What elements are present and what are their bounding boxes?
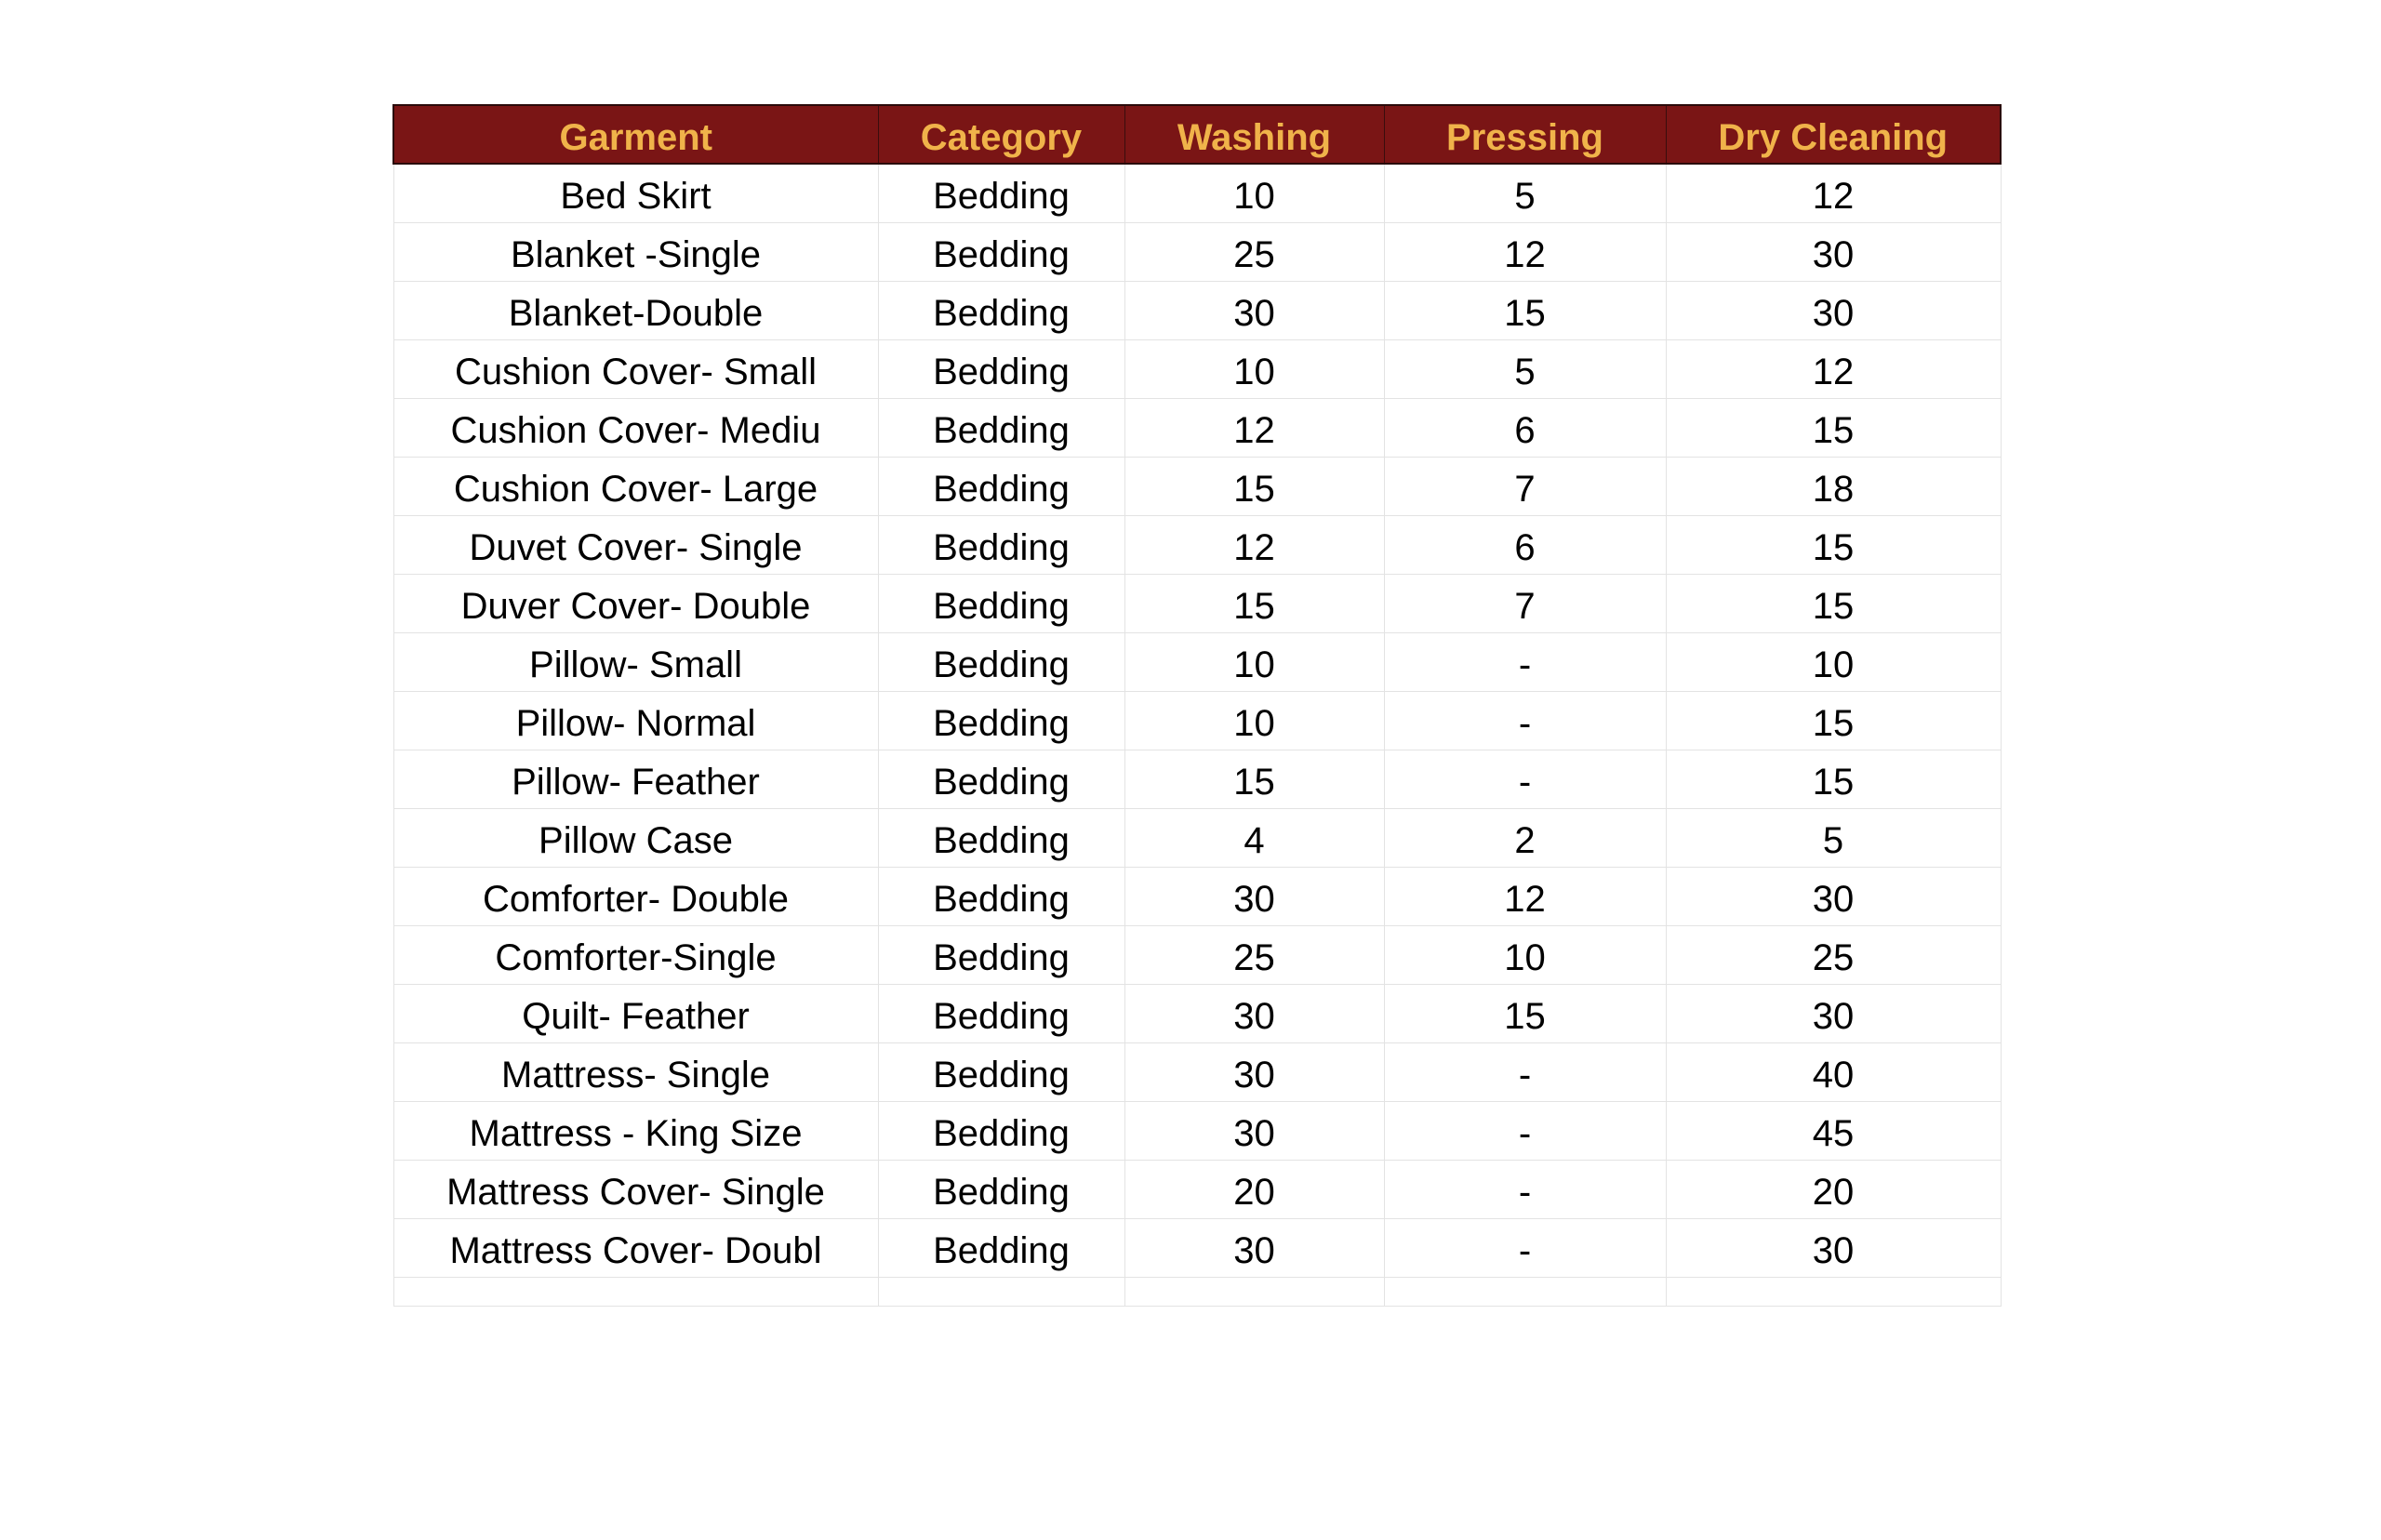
- cell-garment: Blanket-Double: [393, 281, 878, 339]
- cell-dry-cleaning: 30: [1666, 281, 2001, 339]
- table-row: [393, 1160, 2001, 1218]
- table-row: [393, 515, 2001, 574]
- table-row: [393, 691, 2001, 750]
- cell-dry-cleaning: 15: [1666, 750, 2001, 808]
- cell-pressing: -: [1384, 1042, 1666, 1101]
- table-row: [393, 1218, 2001, 1277]
- cell-dry-cleaning: 12: [1666, 164, 2001, 222]
- cell-category: Bedding: [878, 398, 1124, 457]
- cell-garment: Bed Skirt: [393, 164, 878, 222]
- cell-garment: Blanket -Single: [393, 222, 878, 281]
- empty-cell: [878, 1277, 1124, 1306]
- cell-garment: Duvet Cover- Single: [393, 515, 878, 574]
- cell-washing: 30: [1124, 1042, 1384, 1101]
- cell-dry-cleaning: 10: [1666, 632, 2001, 691]
- cell-garment: Mattress - King Size: [393, 1101, 878, 1160]
- cell-dry-cleaning: 15: [1666, 515, 2001, 574]
- cell-dry-cleaning: 20: [1666, 1160, 2001, 1218]
- table-row: [393, 750, 2001, 808]
- table-row: [393, 222, 2001, 281]
- cell-dry-cleaning: 30: [1666, 984, 2001, 1042]
- cell-category: Bedding: [878, 808, 1124, 867]
- cell-pressing: -: [1384, 1101, 1666, 1160]
- cell-washing: 30: [1124, 867, 1384, 925]
- table-row: [393, 808, 2001, 867]
- cell-washing: 10: [1124, 632, 1384, 691]
- cell-category: Bedding: [878, 281, 1124, 339]
- cell-garment: Cushion Cover- Large: [393, 457, 878, 515]
- cell-washing: 15: [1124, 750, 1384, 808]
- cell-dry-cleaning: 15: [1666, 398, 2001, 457]
- cell-garment: Duver Cover- Double: [393, 574, 878, 632]
- cell-pressing: 12: [1384, 867, 1666, 925]
- table-row: [393, 984, 2001, 1042]
- cell-pressing: 12: [1384, 222, 1666, 281]
- table-row: [393, 1101, 2001, 1160]
- cell-washing: 15: [1124, 457, 1384, 515]
- cell-pressing: 10: [1384, 925, 1666, 984]
- cell-garment: Cushion Cover- Mediu: [393, 398, 878, 457]
- table-row: [393, 398, 2001, 457]
- cell-garment: Mattress- Single: [393, 1042, 878, 1101]
- cell-washing: 25: [1124, 222, 1384, 281]
- cell-pressing: 2: [1384, 808, 1666, 867]
- cell-washing: 12: [1124, 398, 1384, 457]
- cell-garment: Comforter-Single: [393, 925, 878, 984]
- cell-pressing: 15: [1384, 984, 1666, 1042]
- cell-category: Bedding: [878, 1160, 1124, 1218]
- cell-category: Bedding: [878, 164, 1124, 222]
- header-pressing: Pressing: [1384, 105, 1666, 164]
- cell-category: Bedding: [878, 339, 1124, 398]
- empty-cell: [1124, 1277, 1384, 1306]
- cell-pressing: 7: [1384, 457, 1666, 515]
- header-dry-cleaning: Dry Cleaning: [1666, 105, 2001, 164]
- cell-garment: Pillow Case: [393, 808, 878, 867]
- cell-category: Bedding: [878, 457, 1124, 515]
- price-table: [392, 104, 2002, 1307]
- cell-garment: Pillow- Normal: [393, 691, 878, 750]
- cell-garment: Comforter- Double: [393, 867, 878, 925]
- cell-category: Bedding: [878, 925, 1124, 984]
- cell-dry-cleaning: 18: [1666, 457, 2001, 515]
- cell-pressing: -: [1384, 691, 1666, 750]
- table-row: [393, 574, 2001, 632]
- cell-pressing: 5: [1384, 164, 1666, 222]
- cell-category: Bedding: [878, 1042, 1124, 1101]
- cell-pressing: 15: [1384, 281, 1666, 339]
- cell-washing: 10: [1124, 339, 1384, 398]
- cell-category: Bedding: [878, 574, 1124, 632]
- header-category: Category: [878, 105, 1124, 164]
- cell-washing: 30: [1124, 1101, 1384, 1160]
- cell-washing: 15: [1124, 574, 1384, 632]
- cell-garment: Cushion Cover- Small: [393, 339, 878, 398]
- cell-pressing: -: [1384, 1160, 1666, 1218]
- cell-dry-cleaning: 45: [1666, 1101, 2001, 1160]
- cell-washing: 4: [1124, 808, 1384, 867]
- table-row: [393, 457, 2001, 515]
- table-row: [393, 632, 2001, 691]
- cell-dry-cleaning: 5: [1666, 808, 2001, 867]
- empty-row: [393, 1277, 2001, 1306]
- cell-pressing: 7: [1384, 574, 1666, 632]
- cell-pressing: 5: [1384, 339, 1666, 398]
- cell-dry-cleaning: 12: [1666, 339, 2001, 398]
- cell-washing: 30: [1124, 281, 1384, 339]
- cell-category: Bedding: [878, 984, 1124, 1042]
- cell-category: Bedding: [878, 632, 1124, 691]
- cell-pressing: -: [1384, 1218, 1666, 1277]
- cell-washing: 20: [1124, 1160, 1384, 1218]
- cell-category: Bedding: [878, 867, 1124, 925]
- table-row: [393, 281, 2001, 339]
- cell-pressing: -: [1384, 632, 1666, 691]
- cell-garment: Mattress Cover- Single: [393, 1160, 878, 1218]
- cell-dry-cleaning: 15: [1666, 574, 2001, 632]
- header-garment: Garment: [393, 105, 878, 164]
- cell-dry-cleaning: 40: [1666, 1042, 2001, 1101]
- cell-pressing: 6: [1384, 398, 1666, 457]
- cell-garment: Pillow- Feather: [393, 750, 878, 808]
- cell-category: Bedding: [878, 222, 1124, 281]
- table-row: [393, 867, 2001, 925]
- cell-pressing: -: [1384, 750, 1666, 808]
- cell-category: Bedding: [878, 691, 1124, 750]
- cell-washing: 10: [1124, 691, 1384, 750]
- cell-washing: 10: [1124, 164, 1384, 222]
- cell-washing: 30: [1124, 984, 1384, 1042]
- empty-cell: [393, 1277, 878, 1306]
- cell-dry-cleaning: 30: [1666, 867, 2001, 925]
- table-body: [393, 164, 2001, 1306]
- cell-washing: 25: [1124, 925, 1384, 984]
- cell-category: Bedding: [878, 750, 1124, 808]
- cell-pressing: 6: [1384, 515, 1666, 574]
- header-washing: Washing: [1124, 105, 1384, 164]
- cell-category: Bedding: [878, 515, 1124, 574]
- table-row: [393, 1042, 2001, 1101]
- table-row: [393, 164, 2001, 222]
- cell-dry-cleaning: 30: [1666, 222, 2001, 281]
- cell-garment: Pillow- Small: [393, 632, 878, 691]
- cell-garment: Quilt- Feather: [393, 984, 878, 1042]
- empty-cell: [1666, 1277, 2001, 1306]
- cell-garment: Mattress Cover- Doubl: [393, 1218, 878, 1277]
- cell-dry-cleaning: 15: [1666, 691, 2001, 750]
- cell-dry-cleaning: 30: [1666, 1218, 2001, 1277]
- table-header-row: [393, 105, 2001, 164]
- cell-category: Bedding: [878, 1101, 1124, 1160]
- table-row: [393, 339, 2001, 398]
- cell-washing: 30: [1124, 1218, 1384, 1277]
- cell-category: Bedding: [878, 1218, 1124, 1277]
- table-row: [393, 925, 2001, 984]
- cell-washing: 12: [1124, 515, 1384, 574]
- empty-cell: [1384, 1277, 1666, 1306]
- price-list-sheet: [392, 104, 2000, 1307]
- cell-dry-cleaning: 25: [1666, 925, 2001, 984]
